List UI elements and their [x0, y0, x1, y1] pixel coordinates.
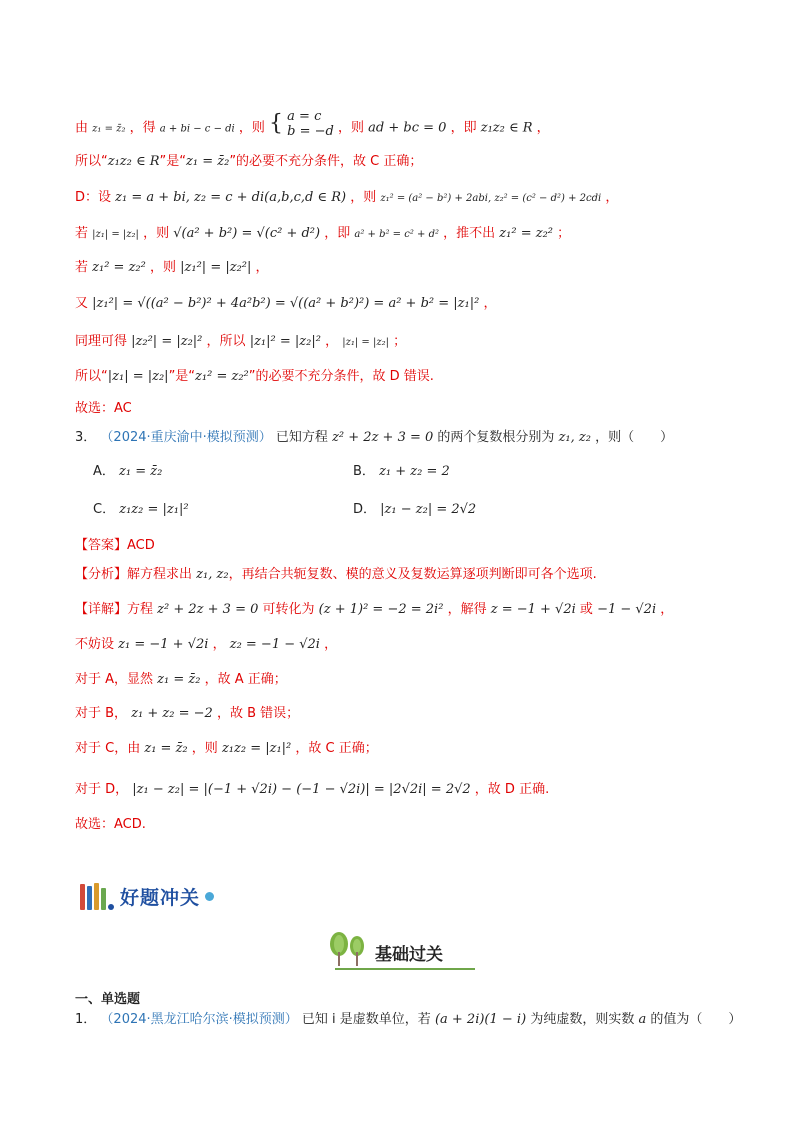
formula: z₁ = z̄₂: [92, 123, 126, 135]
text: ，即: [450, 120, 477, 136]
section-title: 好题冲关: [120, 886, 201, 909]
formula: √(a² + b²) = √(c² + d²): [173, 226, 321, 241]
option-label: B．: [353, 464, 375, 479]
solution-line-7: [75, 332, 406, 353]
answer-tag: 【答案】: [75, 538, 128, 553]
text: ，则: [350, 190, 377, 205]
option-label: D．: [353, 502, 377, 517]
formula: z² + 2z + 3 = 0: [157, 602, 259, 617]
answer-tag-line: [75, 536, 155, 556]
text: 的值为（ ）: [650, 1012, 742, 1027]
option-c: [93, 500, 189, 520]
text: 故选：ACD.: [75, 817, 146, 832]
formula: z₂ = −1 − √2i: [229, 637, 320, 652]
text: 又: [75, 296, 89, 311]
question-number: 1．: [75, 1012, 97, 1027]
text: 已知方程: [275, 430, 328, 445]
text: 已知 i 是虚数单位，若: [301, 1012, 431, 1027]
text: ，: [536, 120, 550, 136]
text: ，推不出: [443, 226, 496, 241]
text: 所以“: [75, 369, 108, 384]
question-1: [75, 1010, 741, 1030]
solution-line-5: [75, 258, 269, 278]
text: 可转化为: [262, 602, 315, 617]
text: ，则: [150, 260, 177, 275]
text: ，所以: [206, 334, 246, 349]
option-label: A．: [93, 464, 115, 479]
formula: |z₁²| = |z₂²|: [180, 260, 252, 275]
trees-icon: [325, 930, 369, 968]
text: ，则: [238, 120, 265, 136]
question-number: 3．: [75, 430, 97, 445]
formula: b = −d: [287, 124, 334, 139]
formula: z₁ = −1 + √2i: [118, 637, 209, 652]
subsection-title: 基础过关: [375, 945, 443, 965]
formula: |z₁| = |z₂|: [107, 369, 169, 384]
text: ，: [212, 637, 226, 652]
text: 对于 B，: [75, 706, 128, 721]
solution-line-6: [75, 294, 496, 314]
detail-tag: 【详解】: [75, 602, 128, 617]
text: ，: [605, 190, 619, 205]
text: ，故 B 错误；: [216, 706, 300, 721]
formula: z₁z₂ ∈ R: [480, 120, 533, 136]
detail-line-4: [75, 704, 299, 724]
text: 不妨设: [75, 637, 115, 652]
section-header: [80, 878, 214, 914]
detail-line-2: [75, 635, 337, 655]
formula: (z + 1)² = −2 = 2i²: [318, 602, 444, 617]
text: ，: [324, 637, 338, 652]
question-source: （2024·黑龙江哈尔滨·模拟预测）: [100, 1012, 298, 1027]
formula: ad + bc = 0: [368, 120, 447, 136]
text: 对于 D，: [75, 782, 129, 797]
text: 解方程求出: [127, 567, 193, 582]
text: 对于 A，显然: [75, 672, 154, 687]
dot-icon: [205, 892, 214, 901]
text: ，: [325, 334, 339, 349]
formula: a² + b² = c² + d²: [354, 229, 439, 240]
formula: z₁² = z₂²: [92, 260, 146, 275]
option-a: [93, 462, 162, 482]
formula: z₁z₂ = |z₁|²: [221, 741, 292, 756]
text: ，则: [191, 741, 218, 756]
detail-line-6: [75, 780, 549, 800]
formula: −1 − √2i: [597, 602, 657, 617]
subsection-badge: [325, 930, 475, 970]
formula: |z₁ − z₂| = 2√2: [380, 502, 477, 517]
formula: z₁, z₂: [196, 567, 229, 582]
text: ；: [557, 226, 571, 241]
solution-line-4: [75, 224, 570, 245]
formula: z₁ = z̄₂: [144, 741, 188, 756]
text: ，: [660, 602, 674, 617]
badge-underline: [335, 968, 475, 970]
formula: |z₁²| = √((a² − b²)² + 4a²b²) = √((a² + b²)²) = a² + b² = |z₁|²: [92, 296, 480, 311]
text: ，故 A 正确；: [204, 672, 287, 687]
option-b: [353, 462, 450, 482]
formula: z₁ = z̄₂: [186, 154, 230, 169]
option-d: [353, 500, 476, 520]
formula: z₁ + z₂ = −2: [131, 706, 213, 721]
text: ，则: [143, 226, 170, 241]
text: 为纯虚数，则实数: [530, 1012, 635, 1027]
solution-line-8: [75, 367, 434, 387]
part-heading: [75, 990, 140, 1010]
text: ，故 C 正确；: [295, 741, 378, 756]
text: ，故 D 正确.: [474, 782, 550, 797]
detail-line-5: [75, 739, 378, 759]
formula: z₁ = z̄₂: [119, 464, 163, 479]
formula: z₁, z₂: [558, 430, 591, 445]
question-source: （2024·重庆渝中·模拟预测）: [100, 430, 272, 445]
analysis-tag: 【分析】: [75, 567, 128, 582]
solution-line-3: [75, 188, 618, 209]
text: 或: [579, 602, 593, 617]
text: ，即: [324, 226, 351, 241]
detail-line-1: [75, 600, 673, 620]
formula: z₁ = a + bi, z₂ = c + di(a,b,c,d ∈ R): [115, 190, 347, 205]
text: 若: [75, 226, 89, 241]
formula: z₁z₂ ∈ R: [107, 154, 160, 169]
solution-line-1: [75, 109, 550, 143]
text: ，: [255, 260, 269, 275]
formula: z₁² = z₂²: [499, 226, 553, 241]
formula: z₁² = (a² − b²) + 2abi, z₂² = (c² − d²) + 2cdi: [380, 193, 602, 204]
text: 由: [75, 120, 89, 136]
text: 对于 C，由: [75, 741, 141, 756]
text: 一、单选题: [75, 992, 141, 1007]
formula: |z₂²| = |z₂|²: [131, 334, 203, 349]
detail-line-3: [75, 670, 287, 690]
text: 同理可得: [75, 334, 128, 349]
text: 方程: [127, 602, 154, 617]
analysis-line: [75, 565, 597, 585]
formula: z = −1 + √2i: [490, 602, 576, 617]
formula: z₁ = z̄₂: [157, 672, 201, 687]
formula: z₁² = z₂²: [195, 369, 249, 384]
text: ，则: [338, 120, 365, 136]
option-label: C．: [93, 502, 116, 517]
text: ，解得: [447, 602, 487, 617]
formula: a = c: [287, 109, 322, 124]
formula: a + bi − c − di: [159, 123, 235, 135]
formula: (a + 2i)(1 − i): [434, 1012, 527, 1027]
text: ”是“: [159, 154, 187, 169]
text: ”的必要不充分条件，故 C 正确；: [229, 154, 423, 169]
formula: |z₁| = |z₂|: [92, 229, 139, 240]
solution-line-2: [75, 152, 422, 172]
formula: z₁ + z₂ = 2: [379, 464, 450, 479]
text: ”的必要不充分条件，故 D 错误.: [248, 369, 434, 384]
text: 若: [75, 260, 89, 275]
text: 的两个复数根分别为: [437, 430, 555, 445]
text: 故选：AC: [75, 401, 132, 416]
answer-line: [75, 399, 132, 419]
text: ，: [483, 296, 497, 311]
books-icon: [80, 882, 114, 910]
formula: z² + 2z + 3 = 0: [332, 430, 434, 445]
text: ”是“: [168, 369, 196, 384]
formula: |z₁| = |z₂|: [342, 337, 389, 348]
text: D：设: [75, 190, 112, 205]
answer-value: ACD: [127, 538, 155, 553]
brace-system: { a = c b = −d: [269, 109, 334, 139]
question-3: [75, 428, 673, 448]
text: ，再结合共轭复数、模的意义及复数运算逐项判断即可各个选项.: [228, 567, 597, 582]
text: ；: [393, 334, 407, 349]
text: ，则（ ）: [595, 430, 674, 445]
formula: z₁z₂ = |z₁|²: [119, 502, 189, 517]
text: 所以“: [75, 154, 108, 169]
text: ，得: [129, 120, 156, 136]
formula: a: [638, 1012, 647, 1027]
formula: |z₁ − z₂| = |(−1 + √2i) − (−1 − √2i)| = |2√2i| = 2√2: [132, 782, 471, 797]
formula: |z₁|² = |z₂|²: [249, 334, 321, 349]
detail-line-7: [75, 815, 146, 835]
